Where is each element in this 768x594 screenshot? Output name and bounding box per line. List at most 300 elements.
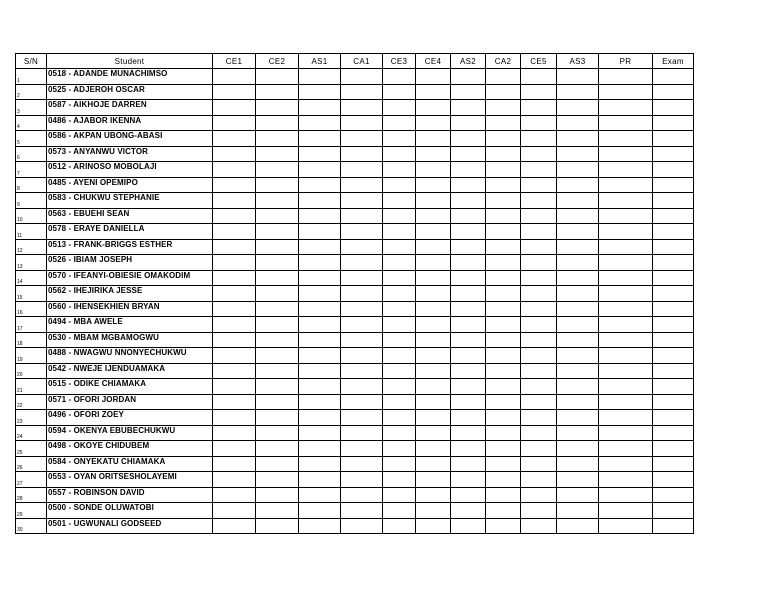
score-cell[interactable] bbox=[653, 301, 694, 317]
score-cell[interactable] bbox=[557, 301, 599, 317]
score-cell[interactable] bbox=[213, 472, 256, 488]
score-cell[interactable] bbox=[299, 115, 341, 131]
score-cell[interactable] bbox=[486, 146, 521, 162]
score-cell[interactable] bbox=[599, 301, 653, 317]
score-cell[interactable] bbox=[416, 115, 451, 131]
score-cell[interactable] bbox=[299, 332, 341, 348]
score-cell[interactable] bbox=[451, 487, 486, 503]
score-cell[interactable] bbox=[256, 270, 299, 286]
score-cell[interactable] bbox=[416, 379, 451, 395]
score-cell[interactable] bbox=[599, 317, 653, 333]
score-cell[interactable] bbox=[256, 224, 299, 240]
score-cell[interactable] bbox=[383, 379, 416, 395]
score-cell[interactable] bbox=[213, 146, 256, 162]
score-cell[interactable] bbox=[653, 208, 694, 224]
score-cell[interactable] bbox=[256, 255, 299, 271]
score-cell[interactable] bbox=[341, 69, 383, 85]
score-cell[interactable] bbox=[486, 301, 521, 317]
score-cell[interactable] bbox=[256, 472, 299, 488]
score-cell[interactable] bbox=[416, 441, 451, 457]
score-cell[interactable] bbox=[653, 115, 694, 131]
score-cell[interactable] bbox=[521, 69, 557, 85]
score-cell[interactable] bbox=[653, 394, 694, 410]
score-cell[interactable] bbox=[653, 270, 694, 286]
score-cell[interactable] bbox=[256, 410, 299, 426]
score-cell[interactable] bbox=[299, 301, 341, 317]
score-cell[interactable] bbox=[557, 270, 599, 286]
score-cell[interactable] bbox=[486, 239, 521, 255]
score-cell[interactable] bbox=[486, 410, 521, 426]
score-cell[interactable] bbox=[557, 487, 599, 503]
score-cell[interactable] bbox=[451, 286, 486, 302]
score-cell[interactable] bbox=[486, 131, 521, 147]
score-cell[interactable] bbox=[599, 84, 653, 100]
score-cell[interactable] bbox=[653, 487, 694, 503]
score-cell[interactable] bbox=[521, 410, 557, 426]
score-cell[interactable] bbox=[521, 162, 557, 178]
score-cell[interactable] bbox=[653, 224, 694, 240]
score-cell[interactable] bbox=[299, 100, 341, 116]
score-cell[interactable] bbox=[557, 115, 599, 131]
score-cell[interactable] bbox=[653, 363, 694, 379]
score-cell[interactable] bbox=[599, 286, 653, 302]
score-cell[interactable] bbox=[486, 317, 521, 333]
score-cell[interactable] bbox=[383, 441, 416, 457]
score-cell[interactable] bbox=[521, 332, 557, 348]
score-cell[interactable] bbox=[416, 286, 451, 302]
score-cell[interactable] bbox=[341, 410, 383, 426]
score-cell[interactable] bbox=[383, 394, 416, 410]
score-cell[interactable] bbox=[486, 363, 521, 379]
score-cell[interactable] bbox=[299, 146, 341, 162]
score-cell[interactable] bbox=[383, 255, 416, 271]
score-cell[interactable] bbox=[299, 193, 341, 209]
score-cell[interactable] bbox=[451, 472, 486, 488]
score-cell[interactable] bbox=[383, 146, 416, 162]
score-cell[interactable] bbox=[213, 317, 256, 333]
score-cell[interactable] bbox=[557, 456, 599, 472]
score-cell[interactable] bbox=[341, 518, 383, 534]
score-cell[interactable] bbox=[256, 518, 299, 534]
score-cell[interactable] bbox=[599, 162, 653, 178]
score-cell[interactable] bbox=[213, 224, 256, 240]
score-cell[interactable] bbox=[416, 456, 451, 472]
score-cell[interactable] bbox=[299, 224, 341, 240]
score-cell[interactable] bbox=[256, 115, 299, 131]
score-cell[interactable] bbox=[521, 286, 557, 302]
score-cell[interactable] bbox=[341, 425, 383, 441]
score-cell[interactable] bbox=[383, 425, 416, 441]
score-cell[interactable] bbox=[557, 224, 599, 240]
score-cell[interactable] bbox=[213, 131, 256, 147]
score-cell[interactable] bbox=[213, 255, 256, 271]
score-cell[interactable] bbox=[256, 193, 299, 209]
score-cell[interactable] bbox=[486, 162, 521, 178]
score-cell[interactable] bbox=[451, 518, 486, 534]
score-cell[interactable] bbox=[416, 363, 451, 379]
score-cell[interactable] bbox=[341, 487, 383, 503]
score-cell[interactable] bbox=[341, 239, 383, 255]
score-cell[interactable] bbox=[486, 348, 521, 364]
score-cell[interactable] bbox=[416, 255, 451, 271]
score-cell[interactable] bbox=[653, 317, 694, 333]
score-cell[interactable] bbox=[599, 131, 653, 147]
score-cell[interactable] bbox=[451, 193, 486, 209]
score-cell[interactable] bbox=[599, 348, 653, 364]
score-cell[interactable] bbox=[213, 193, 256, 209]
score-cell[interactable] bbox=[299, 239, 341, 255]
score-cell[interactable] bbox=[299, 255, 341, 271]
score-cell[interactable] bbox=[557, 441, 599, 457]
score-cell[interactable] bbox=[383, 472, 416, 488]
score-cell[interactable] bbox=[256, 177, 299, 193]
score-cell[interactable] bbox=[213, 177, 256, 193]
score-cell[interactable] bbox=[557, 348, 599, 364]
score-cell[interactable] bbox=[256, 131, 299, 147]
score-cell[interactable] bbox=[521, 472, 557, 488]
score-cell[interactable] bbox=[341, 255, 383, 271]
score-cell[interactable] bbox=[416, 270, 451, 286]
score-cell[interactable] bbox=[383, 332, 416, 348]
score-cell[interactable] bbox=[213, 518, 256, 534]
score-cell[interactable] bbox=[599, 394, 653, 410]
score-cell[interactable] bbox=[451, 162, 486, 178]
score-cell[interactable] bbox=[383, 301, 416, 317]
score-cell[interactable] bbox=[256, 162, 299, 178]
score-cell[interactable] bbox=[383, 115, 416, 131]
score-cell[interactable] bbox=[299, 363, 341, 379]
score-cell[interactable] bbox=[521, 503, 557, 519]
score-cell[interactable] bbox=[521, 224, 557, 240]
score-cell[interactable] bbox=[557, 84, 599, 100]
score-cell[interactable] bbox=[486, 518, 521, 534]
score-cell[interactable] bbox=[451, 379, 486, 395]
score-cell[interactable] bbox=[599, 177, 653, 193]
score-cell[interactable] bbox=[213, 410, 256, 426]
score-cell[interactable] bbox=[256, 208, 299, 224]
score-cell[interactable] bbox=[341, 332, 383, 348]
score-cell[interactable] bbox=[486, 441, 521, 457]
score-cell[interactable] bbox=[341, 379, 383, 395]
score-cell[interactable] bbox=[557, 208, 599, 224]
score-cell[interactable] bbox=[341, 472, 383, 488]
score-cell[interactable] bbox=[521, 441, 557, 457]
score-cell[interactable] bbox=[256, 379, 299, 395]
score-cell[interactable] bbox=[653, 379, 694, 395]
score-cell[interactable] bbox=[653, 69, 694, 85]
score-cell[interactable] bbox=[486, 379, 521, 395]
score-cell[interactable] bbox=[486, 332, 521, 348]
score-cell[interactable] bbox=[341, 162, 383, 178]
score-cell[interactable] bbox=[557, 503, 599, 519]
score-cell[interactable] bbox=[299, 441, 341, 457]
score-cell[interactable] bbox=[486, 100, 521, 116]
score-cell[interactable] bbox=[486, 193, 521, 209]
score-cell[interactable] bbox=[416, 162, 451, 178]
score-cell[interactable] bbox=[383, 131, 416, 147]
score-cell[interactable] bbox=[521, 208, 557, 224]
score-cell[interactable] bbox=[213, 100, 256, 116]
score-cell[interactable] bbox=[299, 69, 341, 85]
score-cell[interactable] bbox=[653, 518, 694, 534]
score-cell[interactable] bbox=[341, 131, 383, 147]
score-cell[interactable] bbox=[213, 487, 256, 503]
score-cell[interactable] bbox=[557, 425, 599, 441]
score-cell[interactable] bbox=[383, 518, 416, 534]
score-cell[interactable] bbox=[416, 177, 451, 193]
score-cell[interactable] bbox=[599, 487, 653, 503]
score-cell[interactable] bbox=[299, 177, 341, 193]
score-cell[interactable] bbox=[383, 69, 416, 85]
score-cell[interactable] bbox=[653, 84, 694, 100]
score-cell[interactable] bbox=[299, 394, 341, 410]
score-cell[interactable] bbox=[213, 348, 256, 364]
score-cell[interactable] bbox=[213, 239, 256, 255]
score-cell[interactable] bbox=[416, 301, 451, 317]
score-cell[interactable] bbox=[341, 100, 383, 116]
score-cell[interactable] bbox=[653, 286, 694, 302]
score-cell[interactable] bbox=[299, 425, 341, 441]
score-cell[interactable] bbox=[299, 503, 341, 519]
score-cell[interactable] bbox=[521, 193, 557, 209]
score-cell[interactable] bbox=[299, 348, 341, 364]
score-cell[interactable] bbox=[416, 208, 451, 224]
score-cell[interactable] bbox=[486, 270, 521, 286]
score-cell[interactable] bbox=[451, 84, 486, 100]
score-cell[interactable] bbox=[383, 84, 416, 100]
score-cell[interactable] bbox=[256, 146, 299, 162]
score-cell[interactable] bbox=[557, 162, 599, 178]
score-cell[interactable] bbox=[383, 317, 416, 333]
score-cell[interactable] bbox=[341, 270, 383, 286]
score-cell[interactable] bbox=[299, 456, 341, 472]
score-cell[interactable] bbox=[557, 363, 599, 379]
score-cell[interactable] bbox=[451, 301, 486, 317]
score-cell[interactable] bbox=[341, 456, 383, 472]
score-cell[interactable] bbox=[256, 69, 299, 85]
score-cell[interactable] bbox=[416, 239, 451, 255]
score-cell[interactable] bbox=[486, 487, 521, 503]
score-cell[interactable] bbox=[653, 100, 694, 116]
score-cell[interactable] bbox=[213, 84, 256, 100]
score-cell[interactable] bbox=[341, 503, 383, 519]
score-cell[interactable] bbox=[451, 208, 486, 224]
score-cell[interactable] bbox=[557, 239, 599, 255]
score-cell[interactable] bbox=[256, 441, 299, 457]
score-cell[interactable] bbox=[521, 348, 557, 364]
score-cell[interactable] bbox=[416, 472, 451, 488]
score-cell[interactable] bbox=[416, 394, 451, 410]
score-cell[interactable] bbox=[299, 379, 341, 395]
score-cell[interactable] bbox=[341, 224, 383, 240]
score-cell[interactable] bbox=[256, 348, 299, 364]
score-cell[interactable] bbox=[256, 84, 299, 100]
score-cell[interactable] bbox=[383, 239, 416, 255]
score-cell[interactable] bbox=[416, 84, 451, 100]
score-cell[interactable] bbox=[521, 425, 557, 441]
score-cell[interactable] bbox=[599, 193, 653, 209]
score-cell[interactable] bbox=[557, 379, 599, 395]
score-cell[interactable] bbox=[213, 363, 256, 379]
score-cell[interactable] bbox=[256, 425, 299, 441]
score-cell[interactable] bbox=[341, 317, 383, 333]
score-cell[interactable] bbox=[383, 208, 416, 224]
score-cell[interactable] bbox=[521, 255, 557, 271]
score-cell[interactable] bbox=[383, 224, 416, 240]
score-cell[interactable] bbox=[557, 410, 599, 426]
score-cell[interactable] bbox=[341, 286, 383, 302]
score-cell[interactable] bbox=[521, 131, 557, 147]
score-cell[interactable] bbox=[451, 332, 486, 348]
score-cell[interactable] bbox=[599, 441, 653, 457]
score-cell[interactable] bbox=[486, 456, 521, 472]
score-cell[interactable] bbox=[653, 441, 694, 457]
score-cell[interactable] bbox=[383, 410, 416, 426]
score-cell[interactable] bbox=[486, 69, 521, 85]
score-cell[interactable] bbox=[599, 115, 653, 131]
score-cell[interactable] bbox=[521, 317, 557, 333]
score-cell[interactable] bbox=[341, 301, 383, 317]
score-cell[interactable] bbox=[341, 348, 383, 364]
score-cell[interactable] bbox=[451, 394, 486, 410]
score-cell[interactable] bbox=[299, 286, 341, 302]
score-cell[interactable] bbox=[213, 503, 256, 519]
score-cell[interactable] bbox=[653, 255, 694, 271]
score-cell[interactable] bbox=[557, 69, 599, 85]
score-cell[interactable] bbox=[341, 193, 383, 209]
score-cell[interactable] bbox=[451, 456, 486, 472]
score-cell[interactable] bbox=[557, 394, 599, 410]
score-cell[interactable] bbox=[213, 456, 256, 472]
score-cell[interactable] bbox=[213, 115, 256, 131]
score-cell[interactable] bbox=[341, 394, 383, 410]
score-cell[interactable] bbox=[256, 487, 299, 503]
score-cell[interactable] bbox=[213, 379, 256, 395]
score-cell[interactable] bbox=[341, 208, 383, 224]
score-cell[interactable] bbox=[299, 270, 341, 286]
score-cell[interactable] bbox=[486, 224, 521, 240]
score-cell[interactable] bbox=[599, 425, 653, 441]
score-cell[interactable] bbox=[416, 131, 451, 147]
score-cell[interactable] bbox=[486, 286, 521, 302]
score-cell[interactable] bbox=[299, 131, 341, 147]
score-cell[interactable] bbox=[599, 503, 653, 519]
score-cell[interactable] bbox=[451, 115, 486, 131]
score-cell[interactable] bbox=[599, 146, 653, 162]
score-cell[interactable] bbox=[299, 487, 341, 503]
score-cell[interactable] bbox=[299, 518, 341, 534]
score-cell[interactable] bbox=[451, 239, 486, 255]
score-cell[interactable] bbox=[416, 348, 451, 364]
score-cell[interactable] bbox=[599, 270, 653, 286]
score-cell[interactable] bbox=[486, 503, 521, 519]
score-cell[interactable] bbox=[451, 503, 486, 519]
score-cell[interactable] bbox=[256, 394, 299, 410]
score-cell[interactable] bbox=[213, 162, 256, 178]
score-cell[interactable] bbox=[416, 193, 451, 209]
score-cell[interactable] bbox=[383, 270, 416, 286]
score-cell[interactable] bbox=[416, 518, 451, 534]
score-cell[interactable] bbox=[451, 425, 486, 441]
score-cell[interactable] bbox=[451, 69, 486, 85]
score-cell[interactable] bbox=[416, 332, 451, 348]
score-cell[interactable] bbox=[213, 301, 256, 317]
score-cell[interactable] bbox=[256, 317, 299, 333]
score-cell[interactable] bbox=[341, 84, 383, 100]
score-cell[interactable] bbox=[451, 146, 486, 162]
score-cell[interactable] bbox=[557, 146, 599, 162]
score-cell[interactable] bbox=[653, 456, 694, 472]
score-cell[interactable] bbox=[451, 224, 486, 240]
score-cell[interactable] bbox=[416, 425, 451, 441]
score-cell[interactable] bbox=[416, 224, 451, 240]
score-cell[interactable] bbox=[653, 410, 694, 426]
score-cell[interactable] bbox=[653, 503, 694, 519]
score-cell[interactable] bbox=[416, 100, 451, 116]
score-cell[interactable] bbox=[486, 394, 521, 410]
score-cell[interactable] bbox=[256, 503, 299, 519]
score-cell[interactable] bbox=[653, 162, 694, 178]
score-cell[interactable] bbox=[383, 348, 416, 364]
score-cell[interactable] bbox=[521, 239, 557, 255]
score-cell[interactable] bbox=[521, 518, 557, 534]
score-cell[interactable] bbox=[451, 177, 486, 193]
score-cell[interactable] bbox=[599, 363, 653, 379]
score-cell[interactable] bbox=[653, 131, 694, 147]
score-cell[interactable] bbox=[256, 239, 299, 255]
score-cell[interactable] bbox=[341, 146, 383, 162]
score-cell[interactable] bbox=[256, 286, 299, 302]
score-cell[interactable] bbox=[653, 425, 694, 441]
score-cell[interactable] bbox=[383, 100, 416, 116]
score-cell[interactable] bbox=[521, 301, 557, 317]
score-cell[interactable] bbox=[299, 472, 341, 488]
score-cell[interactable] bbox=[521, 379, 557, 395]
score-cell[interactable] bbox=[557, 255, 599, 271]
score-cell[interactable] bbox=[599, 100, 653, 116]
score-cell[interactable] bbox=[256, 363, 299, 379]
score-cell[interactable] bbox=[557, 177, 599, 193]
score-cell[interactable] bbox=[383, 193, 416, 209]
score-cell[interactable] bbox=[486, 472, 521, 488]
score-cell[interactable] bbox=[599, 239, 653, 255]
score-cell[interactable] bbox=[521, 487, 557, 503]
score-cell[interactable] bbox=[557, 193, 599, 209]
score-cell[interactable] bbox=[213, 270, 256, 286]
score-cell[interactable] bbox=[599, 472, 653, 488]
score-cell[interactable] bbox=[451, 317, 486, 333]
score-cell[interactable] bbox=[451, 348, 486, 364]
score-cell[interactable] bbox=[341, 441, 383, 457]
score-cell[interactable] bbox=[521, 270, 557, 286]
score-cell[interactable] bbox=[341, 363, 383, 379]
score-cell[interactable] bbox=[599, 69, 653, 85]
score-cell[interactable] bbox=[256, 332, 299, 348]
score-cell[interactable] bbox=[341, 115, 383, 131]
score-cell[interactable] bbox=[213, 441, 256, 457]
score-cell[interactable] bbox=[521, 394, 557, 410]
score-cell[interactable] bbox=[299, 410, 341, 426]
score-cell[interactable] bbox=[653, 177, 694, 193]
score-cell[interactable] bbox=[521, 146, 557, 162]
score-cell[interactable] bbox=[599, 255, 653, 271]
score-cell[interactable] bbox=[299, 317, 341, 333]
score-cell[interactable] bbox=[599, 456, 653, 472]
score-cell[interactable] bbox=[213, 394, 256, 410]
score-cell[interactable] bbox=[599, 518, 653, 534]
score-cell[interactable] bbox=[557, 472, 599, 488]
score-cell[interactable] bbox=[653, 332, 694, 348]
